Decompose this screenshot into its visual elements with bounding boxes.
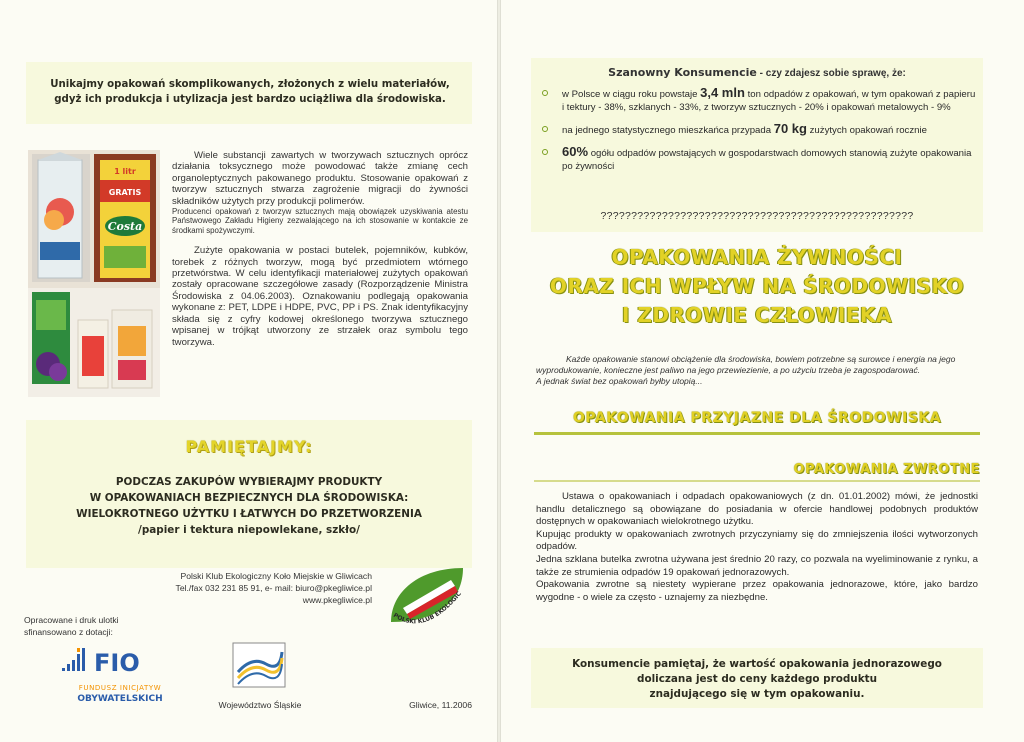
question-marks: ??????????????????????????????????????????????????? — [600, 210, 914, 222]
fact-value: 60% — [562, 144, 589, 159]
club-name: Polski Klub Ekologiczny Koło Miejskie w Gliwicach — [180, 571, 372, 581]
fact-item: w Polsce w ciągu roku powstaje 3,4 mln ton odpadów z opakowań, w tym opakowań z papieru i tektury - 38%, szklanych - 33%, z tworzyw sztucznych - 20% i opakowań metalowych - 9% — [540, 86, 976, 114]
leaf-logo-text: POLSKI KLUB EKOLOGIC — [391, 590, 463, 626]
impact-paragraph: Każde opakowanie stanowi obciążenie dla środowiska, bowiem potrzebne są surowce i energia na jego wyprodukowanie, konieczne jest paliwo na jego przewiezienie, a po użyciu trzeba je zagospodarować. — [536, 354, 956, 375]
fio-logo — [60, 646, 180, 706]
fact-value: 3,4 mln — [700, 85, 745, 100]
main-title-line: ORAZ ICH WPŁYW NA ŚRODOWISKO — [549, 274, 965, 298]
club-leaf-logo — [385, 564, 467, 634]
fio-line-2: OBYWATELSKICH — [77, 694, 163, 704]
returnable-paragraph: Ustawa o opakowaniach i odpadach opakowaniowych (z dn. 01.01.2002) mówi, że jednostki handlu detalicznego są obowiązane do posiadania w ofercie handlowej podobnych produktów dostępnych w opakowaniach wielokrotnego użytku. — [536, 491, 978, 528]
main-title-line: I ZDROWIE CZŁOWIEKA — [622, 303, 892, 327]
remember-value-line: znajdującego się w tym opakowaniu. — [649, 688, 865, 700]
bullet-icon — [542, 126, 548, 132]
consumer-subtitle: - czy zdajesz sobie sprawę, że: — [756, 68, 906, 79]
remember-line: WIELOKROTNEGO UŻYTKU I ŁATWYCH DO PRZETWORZENIA — [76, 508, 422, 520]
impact-paragraph-2: A jednak świat bez opakowań byłby utopią... — [536, 376, 703, 386]
slaskie-caption: Województwo Śląskie — [218, 700, 302, 710]
returnable-heading: OPAKOWANIA ZWROTNE — [793, 462, 980, 477]
returnable-text — [536, 491, 978, 604]
consumer-heading — [531, 66, 983, 79]
impact-text — [536, 354, 978, 387]
bullet-icon — [542, 90, 548, 96]
carton-brand-2: Costa — [107, 220, 143, 233]
club-contact — [110, 570, 372, 606]
main-title-line: OPAKOWANIA ŻYWNOŚCI — [611, 245, 903, 269]
carton-brand: GRATIS — [108, 188, 142, 197]
consumer-title: Szanowny Konsumencie — [608, 66, 757, 79]
club-website: www.pkegliwice.pl — [302, 595, 372, 605]
divider — [534, 432, 980, 435]
returnable-paragraph: Opakowania zwrotne są niestety wypierane przez opakowania jednorazowe, które, jako bardzo wygodne - o wiele za często - uznajemy za niezbędne. — [536, 579, 978, 603]
slaskie-logo — [232, 642, 286, 688]
intro-text — [30, 77, 470, 107]
packaging-photo — [28, 150, 160, 397]
fio-name: FIO — [94, 649, 140, 677]
remember-value-text — [536, 657, 978, 702]
funding-note — [24, 614, 174, 638]
bullet-icon — [542, 149, 548, 155]
main-title — [531, 243, 983, 330]
plastics-paragraph-1: Wiele substancji zawartych w tworzywach sztucznych oprócz działania toksycznego może powodować także zmianę cech organoleptycznych pakowanego produktu. Stosowanie opakowań z tworzyw sztucznych stwarza zagrożenie migracji do żywności składników użytych przy produkcji polimerów. — [172, 150, 468, 207]
funding-line: Opracowane i druk ulotki — [24, 615, 119, 625]
publication-date: Gliwice, 11.2006 — [409, 700, 472, 710]
fio-line-1: FUNDUSZ INICJATYW — [78, 684, 162, 692]
intro-line: Unikajmy opakowań skomplikowanych, złożonych z wielu materiałów, — [50, 79, 450, 90]
plastics-note: Producenci opakowań z tworzyw sztucznych mają obowiązek uzyskiwania atestu Państwowego Zakładu Higieny zezwalającego na ich stosowanie w kontakcie ze środkami spożywczymi. — [172, 207, 468, 235]
remember-line: W OPAKOWANIACH BEZPIECZNYCH DLA ŚRODOWISKA: — [89, 492, 409, 504]
returnable-paragraph: Kupując produkty w opakowaniach zwrotnych przyczyniamy się do zmniejszenia ilości wytworzonych odpadów. — [536, 528, 978, 553]
plastics-paragraph-2: Zużyte opakowania w postaci butelek, pojemników, kubków, torebek z różnych tworzyw, mogą być przedmiotem wtórnego przetwórstwa. W celu identyfikacji materiałowej zużytych opakowań zostały opracowane szczegółowe zasady (Rozporządzenie Ministra Środowiska z 04.06.2003). Oznakowaniu podlegają opakowania wykonane z: PET, LDPE i HDPE, PVC, PP i PS. Znak identyfikacyjny składa się z cyfry kodowej określonego tworzywa sztucznego wpisanej w trójkąt utworzony ze strzałek oraz symbolu tego tworzywa. — [172, 245, 468, 348]
fact-value: 70 kg — [773, 121, 807, 136]
remember-value-line: Konsumencie pamiętaj, że wartość opakowania jednorazowego — [572, 658, 942, 670]
fact-item: 60% ogółu odpadów powstających w gospodarstwach domowych stanowią zużyte opakowania po żywności — [540, 145, 976, 173]
intro-line: gdyż ich produkcja i utylizacja jest bardzo uciążliwa dla środowiska. — [54, 94, 446, 105]
carton-top-text: 1 litr — [114, 167, 136, 176]
remember-value-line: doliczana jest do ceny każdego produktu — [637, 673, 877, 685]
plastics-text — [172, 150, 468, 348]
remember-heading: PAMIĘTAJMY: — [185, 437, 313, 456]
remember-line: PODCZAS ZAKUPÓW WYBIERAJMY PRODUKTY — [115, 476, 383, 488]
fact-item: na jednego statystycznego mieszkańca przypada 70 kg zużytych opakowań rocznie — [540, 122, 976, 137]
facts-list — [540, 86, 976, 181]
divider — [534, 480, 980, 482]
club-phone-email: Tel./fax 032 231 85 91, e- mail: biuro@pkegliwice.pl — [175, 583, 372, 593]
remember-line: /papier i tektura niepowlekane, szkło/ — [138, 524, 360, 536]
funding-line: sfinansowano z dotacji: — [24, 627, 113, 637]
remember-text — [36, 474, 462, 538]
returnable-paragraph: Jedna szklana butelka zwrotna używana jest średnio 20 razy, co pozwala na wyeliminowanie z rynku, a także ze strumienia odpadów 19 opakowań jednorazowych. — [536, 553, 978, 578]
friendly-heading: OPAKOWANIA PRZYJAZNE DLA ŚRODOWISKA — [572, 410, 942, 426]
